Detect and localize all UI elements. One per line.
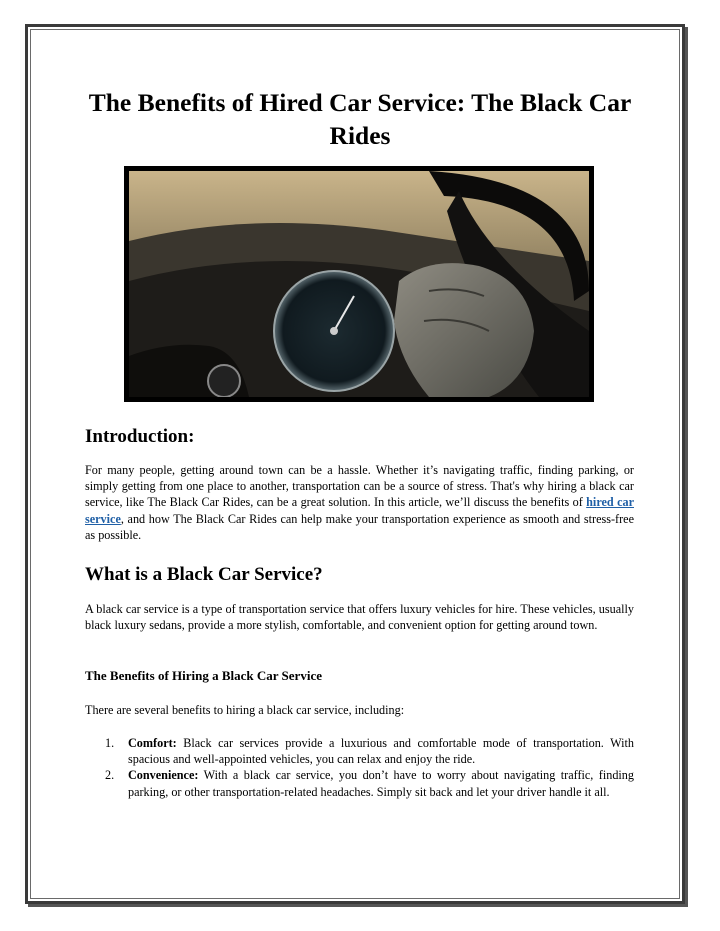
- article-title: The Benefits of Hired Car Service: The Black Car Rides: [88, 88, 632, 150]
- list-item-text: With a black car service, you don’t have to worry about navigating traffic, finding parking, or other transportation-related headaches. Simply sit back and let your driver handle it all.: [128, 768, 634, 799]
- intro-heading: Introduction:: [85, 426, 195, 447]
- intro-text-before-link: For many people, getting around town can be a hassle. Whether it’s navigating traffic, finding parking, or simply getting from one place to another, transportation can be a source of stress. That's why hiring a black car service, like The Black Car Rides, can be a great solution. In this article, we’ll discuss the benefits of: [85, 463, 634, 510]
- list-item-number: 1.: [105, 736, 115, 750]
- list-item-term: Comfort:: [128, 736, 177, 750]
- list-item-text: Black car services provide a luxurious and comfortable mode of transportation. With spacious and well-appointed vehicles, you can relax and enjoy the ride.: [128, 736, 634, 767]
- what-is-heading: What is a Black Car Service?: [85, 564, 323, 585]
- list-item-number: 2.: [105, 768, 115, 783]
- benefits-list: [85, 735, 634, 800]
- hired-car-service-link[interactable]: hired car service: [85, 495, 634, 526]
- hero-image: [124, 166, 594, 402]
- list-item: [85, 735, 634, 767]
- list-item-term: Convenience:: [128, 768, 199, 783]
- intro-paragraph: [85, 462, 634, 543]
- benefits-heading: The Benefits of Hiring a Black Car Service: [85, 668, 322, 683]
- intro-text-after-link: , and how The Black Car Rides can help make your transportation experience as smooth and stress-free as possible.: [85, 511, 634, 542]
- benefits-lead: There are several benefits to hiring a black car service, including:: [85, 703, 405, 717]
- steering-wheel-dashboard-photo-icon: [129, 171, 589, 397]
- list-item: [85, 767, 634, 799]
- what-is-paragraph: A black car service is a type of transportation service that offers luxury vehicles for hire. These vehicles, usually black luxury sedans, provide a more stylish, comfortable, and convenient option for getting around town.: [85, 602, 634, 633]
